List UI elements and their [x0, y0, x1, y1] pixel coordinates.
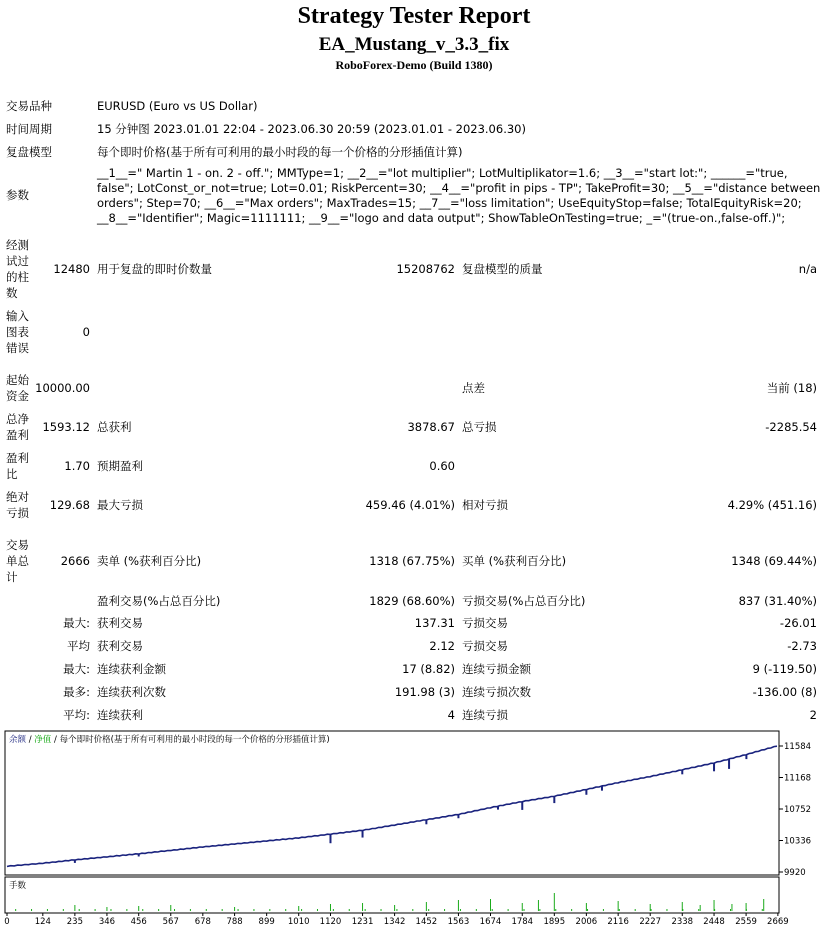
- gross-loss-label: 总亏损: [462, 420, 497, 434]
- deposit-value: 10000.00: [35, 381, 90, 395]
- x-tick-label: 567: [162, 917, 179, 926]
- errors-label: 输入图表错误: [6, 309, 29, 355]
- x-tick-label: 346: [98, 917, 116, 926]
- cons-profit-label: 连续获利次数: [97, 685, 166, 699]
- rel-drawdown-value: 4.29% (451.16): [727, 498, 817, 512]
- report-build: RoboForex-Demo (Build 1380): [335, 58, 493, 72]
- x-tick-label: 2116: [607, 917, 629, 926]
- quality-value: n/a: [798, 262, 817, 276]
- total-trades-value: 2666: [60, 554, 90, 568]
- x-tick-label: 1563: [447, 917, 470, 926]
- profit-factor-value: 1.70: [64, 459, 90, 473]
- spread-label: 点差: [462, 381, 485, 395]
- x-tick-label: 788: [226, 917, 243, 926]
- x-tick-label: 0: [4, 917, 10, 926]
- x-tick-label: 124: [34, 917, 51, 926]
- average2-prefix: 平均:: [63, 708, 90, 722]
- x-tick-label: 2227: [639, 917, 662, 926]
- largest-loss-value: -26.01: [779, 616, 817, 630]
- y-tick-label: 10752: [784, 805, 812, 815]
- x-tick-label: 456: [130, 917, 147, 926]
- x-tick-label: 1784: [511, 917, 534, 926]
- bars-value: 12480: [53, 262, 90, 276]
- avg-cons-wins-label: 连续获利: [97, 708, 143, 722]
- y-tick-label: 11168: [784, 773, 812, 784]
- quality-label: 复盘模型的质量: [462, 262, 543, 276]
- cons-lossamt-value: -136.00 (8): [752, 685, 817, 699]
- abs-drawdown-value: 129.68: [49, 498, 90, 512]
- avg-profit-value: 2.12: [429, 639, 455, 653]
- report-title: Strategy Tester Report: [297, 3, 531, 29]
- x-tick-label: 1342: [383, 917, 406, 926]
- short-positions-value: 1318 (67.75%): [369, 554, 455, 568]
- short-positions-label: 卖单 (%获利百分比): [97, 554, 202, 568]
- cons-wins-value: 17 (8.82): [402, 662, 455, 676]
- model-value: 每个即时价格(基于所有可利用的最小时段的每一个价格的分形插值计算): [97, 145, 463, 159]
- x-tick-label: 1010: [287, 917, 310, 926]
- lots-label: 手数: [9, 881, 27, 891]
- x-tick-label: 1452: [415, 917, 438, 926]
- avg-loss-value: -2.73: [787, 639, 817, 653]
- maximum-prefix: 最大:: [63, 662, 90, 676]
- abs-drawdown-label: 绝对亏损: [6, 490, 29, 520]
- cons-losses-label: 连续亏损金额: [462, 662, 531, 676]
- largest-profit-value: 137.31: [414, 616, 455, 630]
- balance-chart: [0, 730, 828, 926]
- net-profit-value: 1593.12: [42, 420, 90, 434]
- cons-losses-value: 9 (-119.50): [752, 662, 817, 676]
- model-label: 复盘模型: [6, 145, 52, 159]
- x-tick-label: 2338: [671, 917, 694, 926]
- avg-cons-wins-value: 4: [447, 708, 455, 722]
- params-value: __1__=" Martin 1 - on. 2 - off."; MMType=1; __2__="lot multiplier"; LotMultiplikator=1.6; __3__="start lot:"; ______="true, false"; LotConst_or_not=true; Lot=0.01; RiskPercent=30; __4__="profit in pips - TP"; TakeProfit=30; __5__="distance between orders"; Step=70; __6__="Max orders"; MaxTrades=15; __7__="loss limitation"; UseEquityStop=false; TotalEquityRisk=20; __8__="Identifier"; Magic=1111111; __9__="logo and data output"; ShowTableOnTesting=true; _="(true-on.,false-off.)";: [97, 166, 821, 225]
- max-drawdown-value: 459.46 (4.01%): [365, 498, 455, 512]
- x-tick-label: 1120: [319, 917, 342, 926]
- x-tick-label: 1895: [543, 917, 566, 926]
- x-tick-label: 235: [66, 917, 83, 926]
- avg-cons-losses-value: 2: [809, 708, 817, 722]
- largest-profit-label: 获利交易: [97, 616, 143, 630]
- expected-payoff-value: 0.60: [429, 459, 455, 473]
- profit-trades-label: 盈利交易(%占总百分比): [97, 594, 221, 608]
- bars-label: 经测试过的柱数: [6, 238, 29, 300]
- symbol-value: EURUSD (Euro vs US Dollar): [97, 99, 258, 113]
- average-prefix: 平均: [67, 639, 90, 653]
- largest-prefix: 最大:: [63, 616, 90, 630]
- deposit-label: 起始资金: [6, 373, 29, 403]
- cons-wins-label: 连续获利金额: [97, 662, 166, 676]
- avg-profit-label: 获利交易: [97, 639, 143, 653]
- rel-drawdown-label: 相对亏损: [462, 498, 508, 512]
- x-tick-label: 2006: [575, 917, 598, 926]
- gross-profit-label: 总获利: [97, 420, 132, 434]
- x-tick-label: 899: [258, 917, 275, 926]
- lots-plot-frame: [5, 877, 779, 913]
- y-tick-label: 10336: [784, 836, 812, 847]
- avg-cons-losses-label: 连续亏损: [462, 708, 508, 722]
- max-drawdown-label: 最大亏损: [97, 498, 143, 512]
- total-trades-label: 交易单总计: [6, 538, 29, 584]
- report-subtitle: EA_Mustang_v_3.3_fix: [318, 34, 510, 55]
- x-tick-label: 678: [194, 917, 211, 926]
- expected-payoff-label: 预期盈利: [97, 459, 143, 473]
- profit-trades-value: 1829 (68.60%): [369, 594, 455, 608]
- x-tick-label: 1674: [479, 917, 502, 926]
- x-tick-label: 2559: [735, 917, 757, 926]
- x-axis-ticks: [4, 913, 788, 926]
- legend-equity: 净值: [34, 735, 52, 745]
- y-tick-label: 11584: [784, 742, 812, 752]
- symbol-label: 交易品种: [6, 99, 52, 113]
- profit-factor-label: 盈利比: [6, 451, 29, 481]
- params-label: 参数: [6, 188, 29, 202]
- net-profit-label: 总净盈利: [6, 412, 29, 442]
- x-tick-label: 2669: [767, 917, 789, 926]
- legend-balance: 余额: [9, 735, 27, 745]
- y-axis-ticks: [779, 742, 811, 878]
- largest-loss-label: 亏损交易: [462, 616, 508, 630]
- period-label: 时间周期: [6, 122, 52, 136]
- gross-loss-value: -2285.54: [765, 420, 817, 434]
- ticks-value: 15208762: [396, 262, 455, 276]
- main-plot-frame: [5, 731, 779, 875]
- spread-value: 当前 (18): [766, 381, 817, 395]
- loss-trades-label: 亏损交易(%占总百分比): [462, 594, 586, 608]
- chart-legend: [9, 734, 330, 745]
- errors-value: 0: [82, 325, 90, 339]
- ticks-label: 用于复盘的即时价数量: [97, 262, 212, 276]
- legend-separator: /: [26, 735, 35, 745]
- gross-profit-value: 3878.67: [407, 420, 455, 434]
- long-positions-label: 买单 (%获利百分比): [462, 554, 567, 568]
- most-prefix: 最多:: [63, 685, 90, 699]
- x-tick-label: 2448: [703, 917, 725, 926]
- legend-model: / 每个即时价格(基于所有可利用的最小时段的每一个价格的分形插值计算): [51, 735, 330, 745]
- long-positions-value: 1348 (69.44%): [731, 554, 817, 568]
- avg-loss-label: 亏损交易: [462, 639, 508, 653]
- y-tick-label: 9920: [784, 868, 806, 878]
- cons-profit-value: 191.98 (3): [394, 685, 455, 699]
- loss-trades-value: 837 (31.40%): [738, 594, 817, 608]
- x-tick-label: 1231: [351, 917, 374, 926]
- period-value: 15 分钟图 2023.01.01 22:04 - 2023.06.30 20:59 (2023.01.01 - 2023.06.30): [97, 122, 526, 136]
- cons-lossamt-label: 连续亏损次数: [462, 685, 531, 699]
